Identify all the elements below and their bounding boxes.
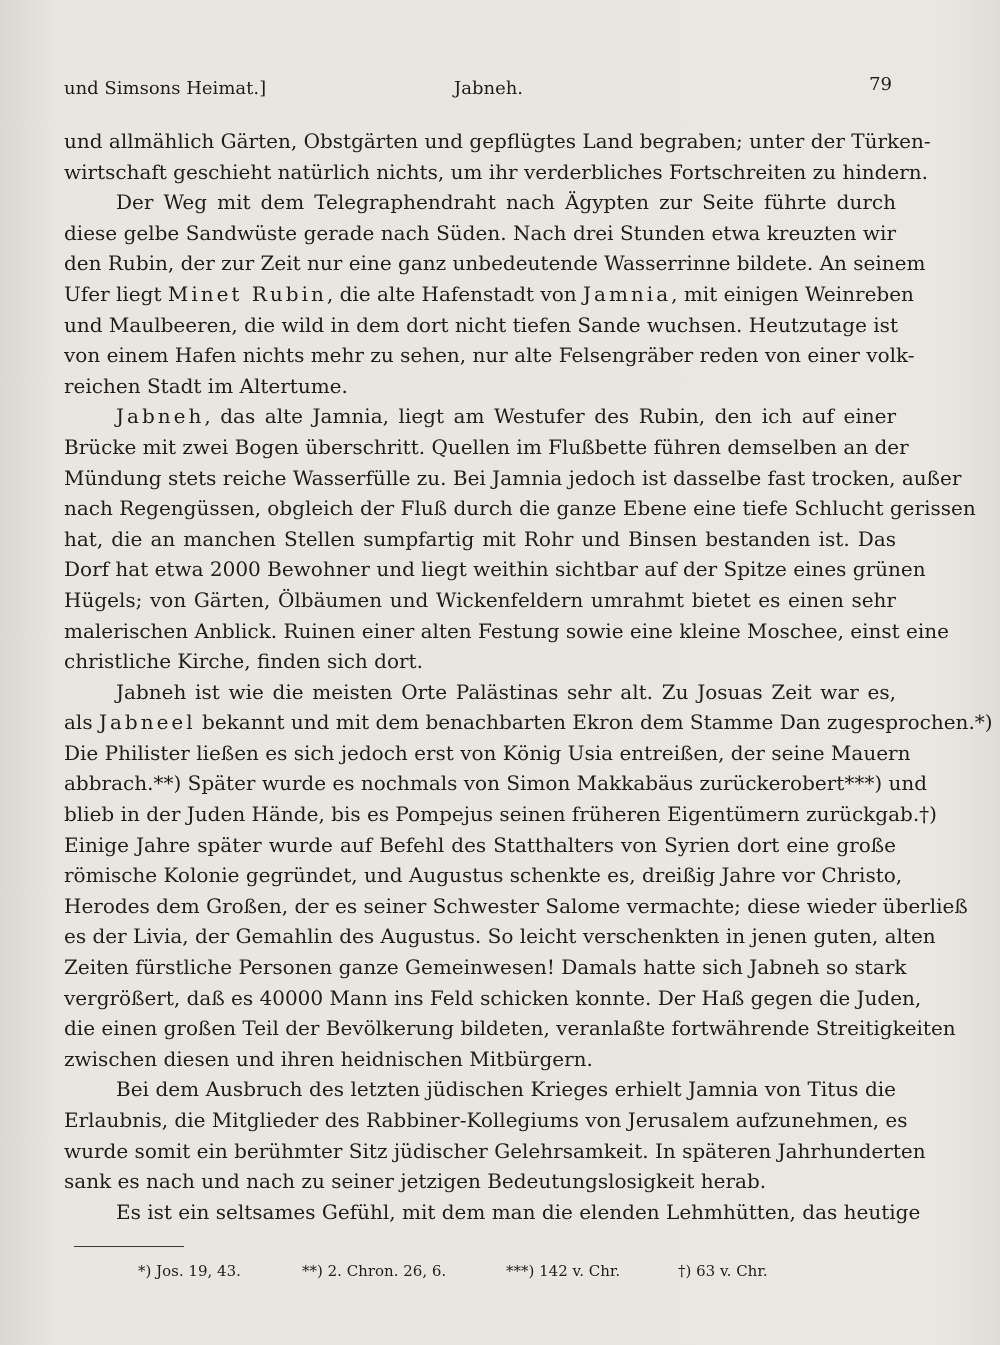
footnote-separator: [74, 1246, 184, 1247]
text-line: den Rubin, der zur Zeit nur eine ganz unbedeutende Wasserrinne bildete. An seinem: [64, 251, 926, 276]
text-line: wurde somit ein berühmter Sitz jüdischer Gelehrsamkeit. In späteren Jahrhunderten: [64, 1138, 926, 1163]
spaced-place-name: Jabneh: [116, 404, 205, 429]
text-run: bekannt und mit dem benachbarten Ekron dem Stamme Dan zugesprochen.*): [195, 710, 993, 735]
text-line: malerischen Anblick. Ruinen einer alten Festung sowie eine kleine Moschee, einst eine: [64, 618, 949, 643]
text-line: christliche Kirche, finden sich dort.: [64, 649, 423, 674]
text-line: [64, 401, 896, 432]
spaced-place-name: Jabneel: [98, 710, 196, 735]
text-line: von einem Hafen nichts mehr zu sehen, nur alte Felsengräber reden von einer volk-: [64, 343, 915, 368]
header-chapter-title: Jabneh.: [454, 78, 524, 99]
footnote: †) 63 v. Chr.: [678, 1262, 768, 1280]
text-line: diese gelbe Sandwüste gerade nach Süden. Nach drei Stunden etwa kreuzten wir: [64, 220, 896, 245]
footnote: ***) 142 v. Chr.: [506, 1262, 621, 1280]
text-line: [64, 279, 914, 310]
spaced-place-name: Jamnia: [583, 281, 672, 306]
text-line: reichen Stadt im Altertume.: [64, 373, 348, 398]
text-line: Erlaubnis, die Mitglieder des Rabbiner-Kollegiums von Jerusalem aufzunehmen, es: [64, 1108, 908, 1132]
text-run: als: [64, 710, 99, 735]
text-line: hat, die an manchen Stellen sumpfartig mit Rohr und Binsen bestanden ist. Das: [64, 526, 896, 551]
body-text: [64, 126, 993, 1227]
text-line: Mündung stets reiche Wasserfülle zu. Bei Jamnia jedoch ist dasselbe fast trocken, außer: [64, 465, 962, 490]
text-line: Der Weg mit dem Telegraphendraht nach Ägypten zur Seite führte durch: [116, 190, 896, 215]
text-line: Dorf hat etwa 2000 Bewohner und liegt weithin sichtbar auf der Spitze eines grünen: [64, 557, 926, 582]
running-header: [64, 74, 892, 106]
text-line: Hügels; von Gärten, Ölbäumen und Wickenfeldern umrahmt bietet es einen sehr: [64, 587, 896, 612]
text-line: zwischen diesen und ihren heidnischen Mitbürgern.: [64, 1046, 593, 1071]
text-line: Es ist ein seltsames Gefühl, mit dem man die elenden Lehmhütten, das heutige: [116, 1199, 921, 1224]
text-line: wirtschaft geschieht natürlich nichts, um ihr verderbliches Fortschreiten zu hindern.: [64, 159, 929, 184]
text-line: vergrößert, daß es 40000 Mann ins Feld schicken konnte. Der Haß gegen die Juden,: [64, 985, 922, 1010]
footnote: *) Jos. 19, 43.: [138, 1262, 241, 1280]
text-line: Herodes dem Großen, der es seiner Schwester Salome vermachte; diese wieder überließ: [64, 893, 968, 918]
text-line: und allmählich Gärten, Obstgärten und gepflügtes Land begraben; unter der Türken-: [64, 129, 931, 153]
text-line: Zeiten fürstliche Personen ganze Gemeinwesen! Damals hatte sich Jabneh so stark: [64, 955, 907, 980]
text-line: nach Regengüssen, obgleich der Fluß durch die ganze Ebene eine tiefe Schlucht gerissen: [64, 496, 976, 521]
text-line: abbrach.**) Später wurde es nochmals von Simon Makkabäus zurückerobert***) und: [64, 771, 928, 796]
footnote: **) 2. Chron. 26, 6.: [302, 1262, 447, 1280]
text-line: es der Livia, der Gemahlin des Augustus. So leicht verschenkten in jenen guten, alten: [64, 924, 936, 949]
text-line: Bei dem Ausbruch des letzten jüdischen Krieges erhielt Jamnia von Titus die: [116, 1077, 896, 1102]
page-number: 79: [869, 74, 892, 95]
text-line: römische Kolonie gegründet, und Augustus schenkte es, dreißig Jahre vor Christo,: [64, 863, 903, 888]
text-line: Brücke mit zwei Bogen überschritt. Quellen im Flußbette führen demselben an der: [64, 434, 909, 459]
text-line: und Maulbeeren, die wild in dem dort nicht tiefen Sande wuchsen. Heutzutage ist: [64, 312, 898, 337]
text-run: , die alte Hafenstadt von: [326, 281, 584, 306]
text-line: Jabneh ist wie die meisten Orte Palästinas sehr alt. Zu Josuas Zeit war es,: [116, 679, 896, 704]
text-run: , das alte Jamnia, liegt am Westufer des Rubin, den ich auf einer: [204, 404, 896, 429]
text-line: [64, 707, 993, 738]
text-run: , mit einigen Weinreben: [671, 281, 914, 306]
text-line: Einige Jahre später wurde auf Befehl des Statthalters von Syrien dort eine große: [64, 832, 896, 857]
spaced-place-name: Minet Rubin: [167, 281, 327, 306]
text-line: blieb in der Juden Hände, bis es Pompejus seinen früheren Eigentümern zurückgab.†): [64, 802, 937, 827]
text-line: sank es nach und nach zu seiner jetzigen Bedeutungslosigkeit herab.: [64, 1169, 767, 1194]
footnotes: [138, 1262, 838, 1286]
header-section-title: und Simsons Heimat.]: [64, 78, 267, 99]
text-run: Ufer liegt: [64, 281, 168, 306]
text-line: Die Philister ließen es sich jedoch erst von König Usia entreißen, der seine Mauern: [64, 740, 911, 765]
text-line: die einen großen Teil der Bevölkerung bildeten, veranlaßte fortwährende Streitigkeiten: [64, 1016, 956, 1041]
